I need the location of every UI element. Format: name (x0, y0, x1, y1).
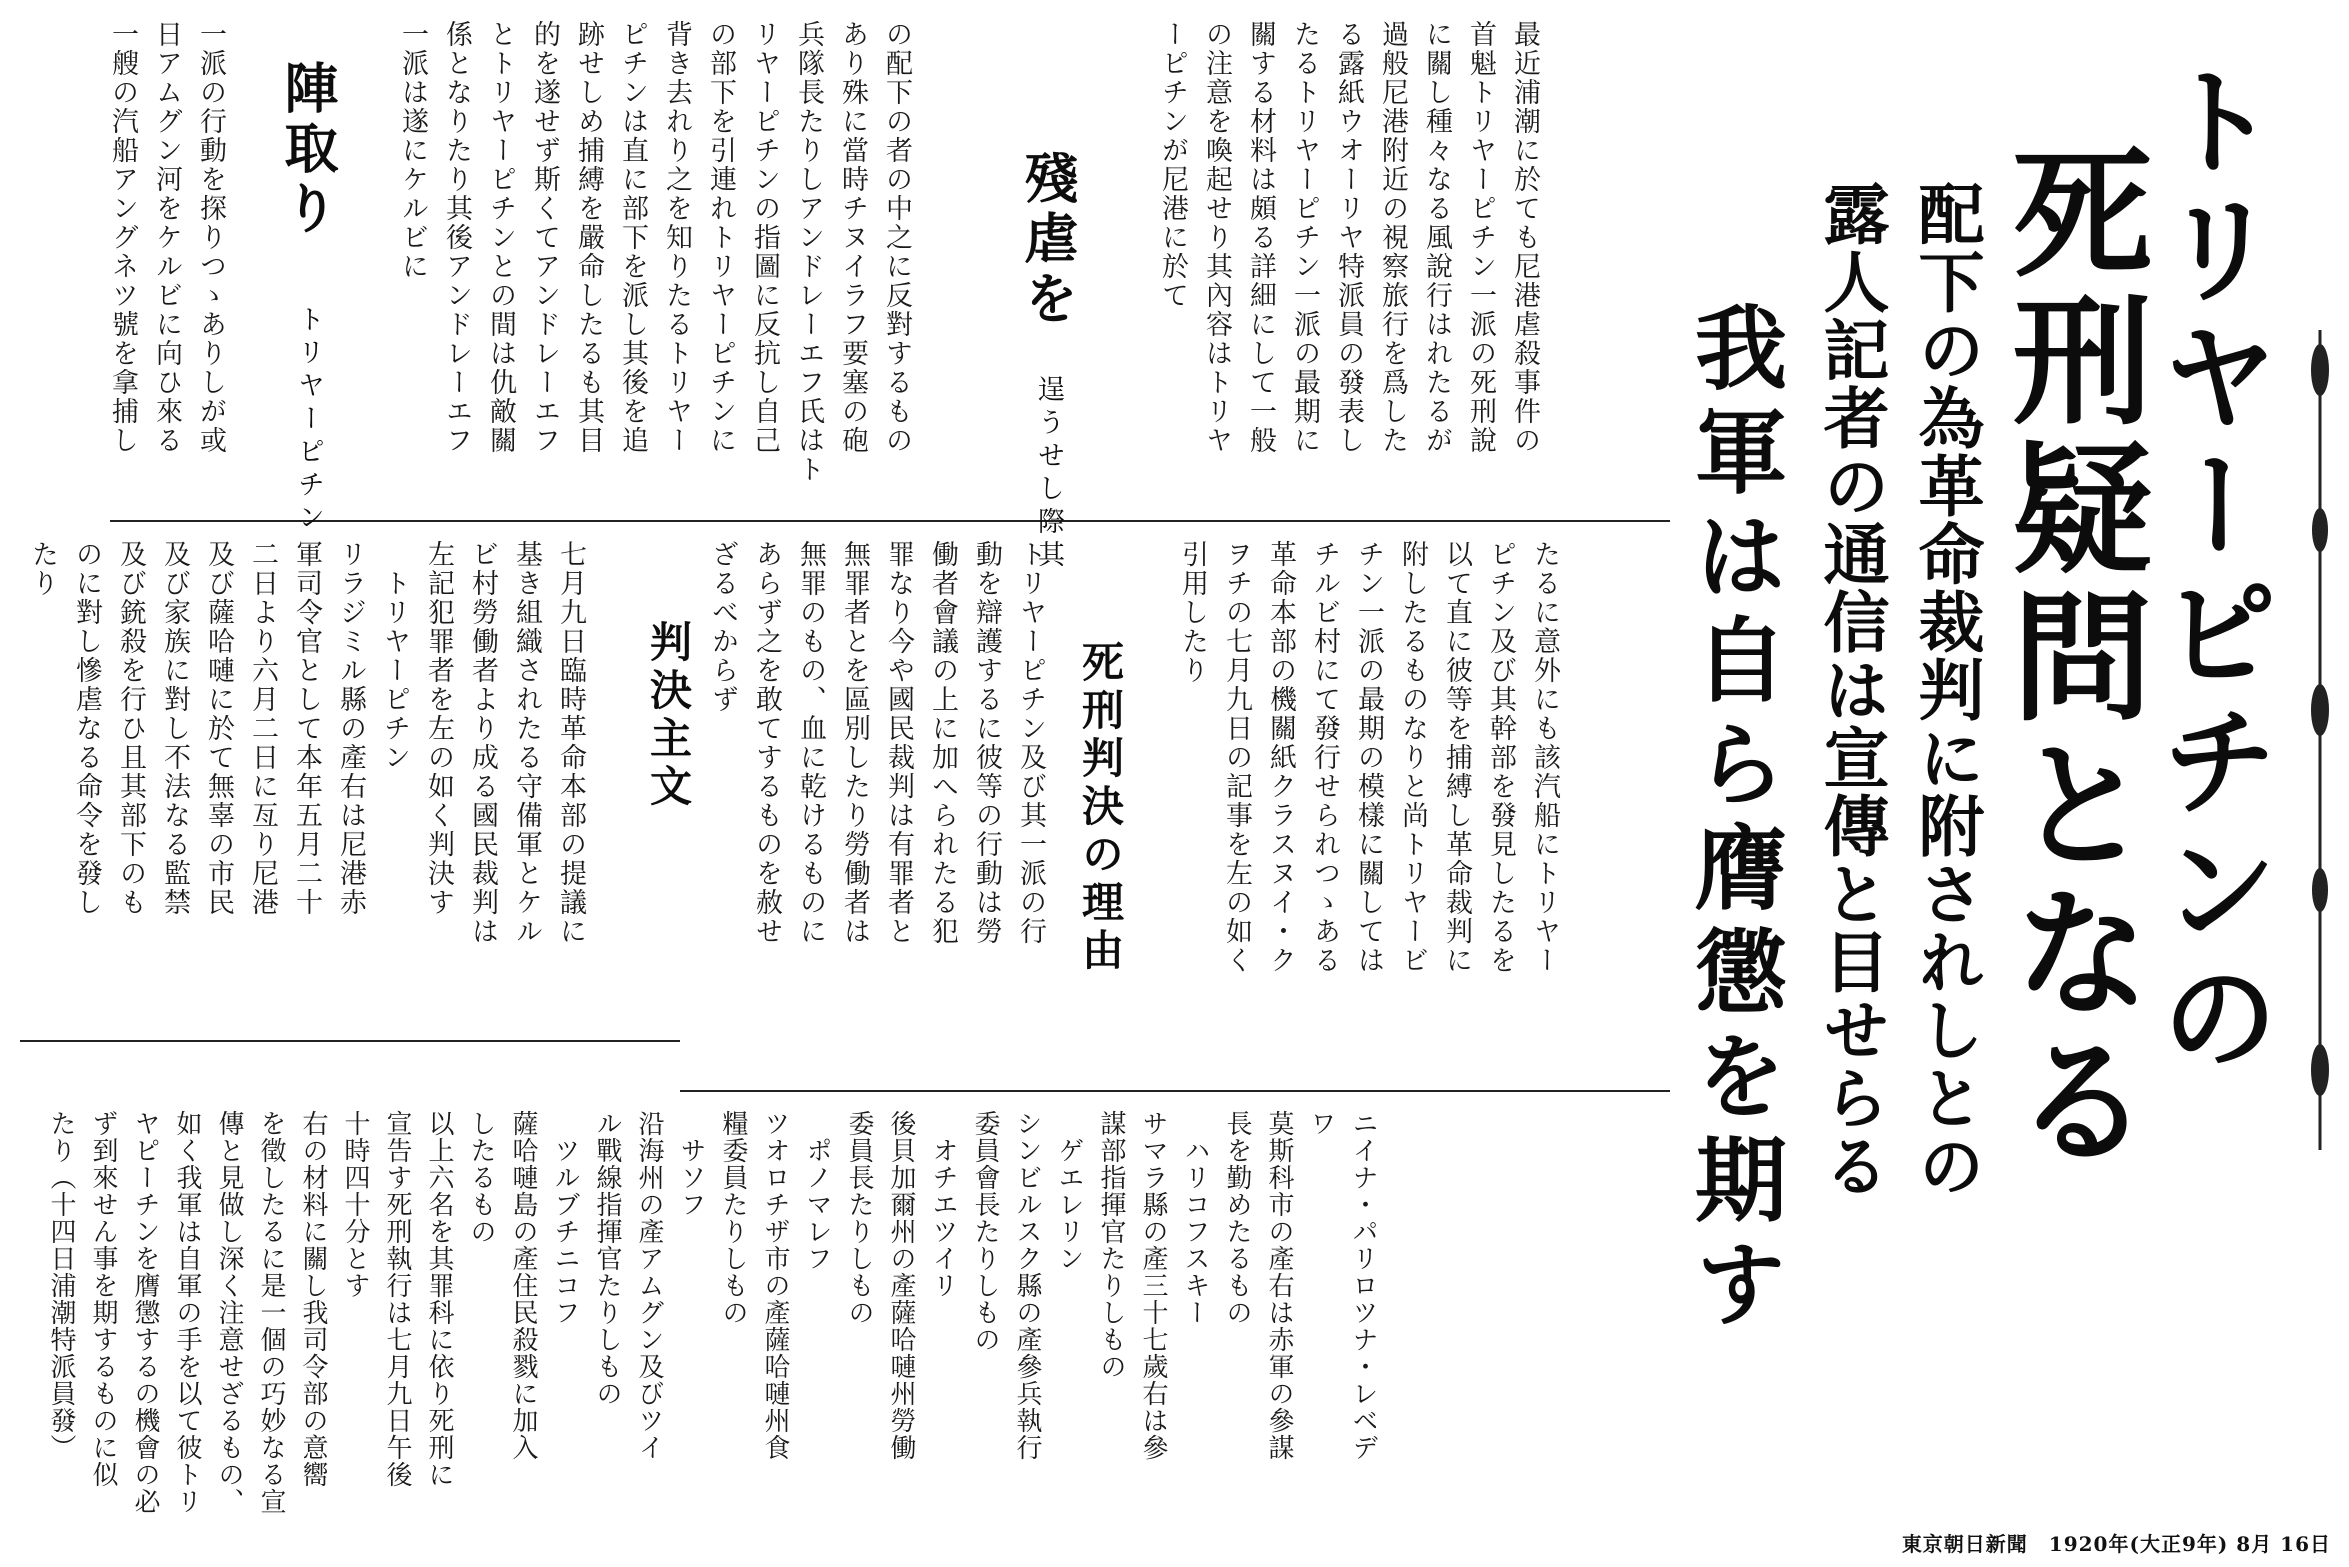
subhead-jindori: 陣取り トリヤーピチン (276, 60, 340, 536)
middle-line: たるに意外にも該汽船にトリヤー (1529, 540, 1560, 975)
subheadline-line-2: 露人記者の通信は宣傳と目せらる (1812, 180, 1889, 1200)
lower-line: ヤピーチンを膺懲するの機會の必 (130, 1110, 160, 1515)
shubun-line: 基き組織されたる守備軍とケル (511, 540, 542, 946)
rule-lower-right (680, 1090, 1670, 1092)
lower-line: ル戰線指揮官たりしもの (592, 1110, 622, 1407)
shubun-line: 及び家族に對し不法なる監禁 (159, 540, 190, 917)
zangyaku-line: 兵隊長たりしアンドレーエフ氏はト (793, 20, 824, 484)
rule-lower-left (20, 1040, 680, 1042)
shubun-line: たり (27, 540, 58, 598)
jindori-line: 一派の行動を探りつゝありしが或 (195, 20, 226, 455)
lower-line: 後貝加爾州の產薩哈嗹州勞働 (886, 1110, 916, 1461)
riyu-line: ざるべからず (707, 540, 738, 714)
upper-line: 最近浦潮に於ても尼港虐殺事件の (1509, 20, 1540, 455)
upper-line: 首魁トリヤーピチン一派の死刑說 (1465, 20, 1496, 455)
lower-line: シンビルスク縣の產參兵執行 (1012, 1110, 1042, 1461)
ornament-divider (2305, 330, 2335, 1150)
jindori-text-block (100, 20, 232, 510)
upper-line: 過般尼港附近の視察旅行を爲した (1377, 20, 1408, 455)
middle-line: 以て直に彼等を捕縛し革命裁判に (1441, 540, 1472, 975)
middle-line: 革命本部の機關紙クラスヌイ・ク (1265, 540, 1296, 975)
lower-line: ゲエレリン (1054, 1110, 1084, 1272)
zangyaku-line: 的を遂せず斯くてアンドレーエフ (529, 20, 560, 455)
lower-line: たり（十四日浦潮特派員發） (46, 1110, 76, 1461)
zangyaku-line: とトリヤーピチンとの間は仇敵關 (485, 20, 516, 455)
subhead-shubun: 判決主文 (644, 620, 693, 812)
lower-line: 委員會長たりしもの (970, 1110, 1000, 1353)
lower-line: 傳と見做し深く注意せざるもの、 (214, 1110, 244, 1515)
headline-line-1: トリヤーピチンの (2141, 60, 2279, 1084)
lower-line: ニイナ・パリロツナ・レベデ (1348, 1110, 1378, 1461)
riyu-line: 動を辯護するに彼等の行動は勞 (971, 540, 1002, 946)
shubun-line: 及び銃殺を行ひ且其部下のも (115, 540, 146, 917)
riyu-line: 罪なり今や國民裁判は有罪者と (883, 540, 914, 946)
jindori-line: 日アムグン河をケルビに向ひ來る (151, 20, 182, 455)
subheadline-line-1: 配下の為革命裁判に附されしとの (1907, 180, 1984, 1200)
middle-line: ヲチの七月九日の記事を左の如く (1221, 540, 1252, 975)
upper-line: たるトリヤーピチン一派の最期に (1289, 20, 1320, 455)
lower-line: を徵したるに是一個の巧妙なる宣 (256, 1110, 286, 1515)
zangyaku-line: あり殊に當時チヌイラフ要塞の砲 (837, 20, 868, 455)
upper-line: に關し種々なる風說行はれたるが (1421, 20, 1452, 455)
upper-line: の注意を喚起せり其內容はトリヤ (1201, 20, 1232, 455)
riyu-line: 無罪のもの、血に乾けるものに (795, 540, 826, 946)
shubun-line: 七月九日臨時革命本部の提議に (555, 540, 586, 946)
zangyaku-line: 背き去れり之を知りたるトリヤー (661, 20, 692, 455)
middle-text-block (1170, 540, 1566, 1070)
lower-line: 糧委員たりしもの (718, 1110, 748, 1326)
zangyaku-line: 一派は遂にケルビに (397, 20, 428, 281)
lower-line: ツルブチニコフ (550, 1110, 580, 1326)
riyu-line: 無罪者とを區別したり勞働者は (839, 540, 870, 946)
lower-line: 謀部指揮官たりしもの (1096, 1110, 1126, 1380)
zangyaku-line: ピチンは直に部下を派し其後を追 (617, 20, 648, 455)
zangyaku-line: の配下の者の中之に反對するもの (881, 20, 912, 455)
zangyaku-line: 跡せしめ捕縛を嚴命したるも其目 (573, 20, 604, 455)
upper-line: ーピチンが尼港に於て (1157, 20, 1188, 310)
shubun-line: リラジミル縣の產右は尼港赤 (335, 540, 366, 917)
shubun-line: のに對し慘虐なる命令を發し (71, 540, 102, 917)
lower-line: サマラ縣の產三十七歲右は參 (1138, 1110, 1168, 1461)
upper-line: 關する材料は頗る詳細にして一般 (1245, 20, 1276, 455)
zangyaku-line: リヤーピチンの指圖に反抗し自己 (749, 20, 780, 455)
shubun-line: 及び薩哈嗹に於て無辜の市民 (203, 540, 234, 917)
middle-line: 附したるものなりと尚トリヤービ (1397, 540, 1428, 975)
lower-line: 沿海州の產アムグン及びツイ (634, 1110, 664, 1461)
shubun-line: 軍司令官として本年五月二十 (291, 540, 322, 917)
shubun-text-block (20, 540, 592, 1030)
zangyaku-line: の部下を引連れトリヤーピチンに (705, 20, 736, 455)
lower-line: 委員長たりしもの (844, 1110, 874, 1326)
middle-line: チン一派の最期の模樣に關しては (1353, 540, 1384, 975)
lower-line: ワ (1306, 1110, 1336, 1137)
upper-text-block (1150, 20, 1546, 510)
lower-line: ポノマレフ (802, 1110, 832, 1272)
lower-line: 長を勤めたるもの (1222, 1110, 1252, 1326)
middle-line: ピチン及び其幹部を發見したるを (1485, 540, 1516, 975)
lower-line: ハリコフスキー (1180, 1110, 1210, 1326)
lower-line: ツオロチザ市の產薩哈嗹州食 (760, 1110, 790, 1461)
lower-line: オチエツイリ (928, 1110, 958, 1299)
shubun-line: トリヤーピチン (379, 540, 410, 772)
lower-line: 薩哈嗹島の產住民殺戮に加入 (508, 1110, 538, 1461)
subheadline-line-3: 我軍は自ら膺懲を期す (1680, 300, 1787, 1340)
headline-line-2: 死刑疑問となる (1989, 140, 2152, 1176)
lower-line: ず到來せん事を期するものに似 (88, 1110, 118, 1488)
zangyaku-text-block (390, 20, 918, 510)
lower-text-block (40, 1110, 1384, 1550)
subhead-zangyaku: 殘虐を 逞うせし際其 (1016, 150, 1080, 573)
lower-line: サソフ (676, 1110, 706, 1218)
riyu-line: あらず之を敢てするものを赦せ (751, 540, 782, 946)
riyu-text-block (700, 540, 1052, 1070)
jindori-line: 一艘の汽船アングネツ號を拿捕し (107, 20, 138, 455)
riyu-line: トリヤーピチン及び其一派の行 (1015, 540, 1046, 946)
riyu-line: 働者會議の上に加へられたる犯 (927, 540, 958, 946)
shubun-line: 左記犯罪者を左の如く判決す (423, 540, 454, 917)
subhead-riyu: 死刑判決の理由 (1076, 640, 1125, 976)
lower-line: 如く我軍は自軍の手を以て彼トリ (172, 1110, 202, 1515)
lower-line: 宣告す死刑執行は七月九日午後 (382, 1110, 412, 1488)
lower-line: 以上六名を其罪科に依り死刑に (424, 1110, 454, 1488)
shubun-line: ビ村勞働者より成る國民裁判は (467, 540, 498, 946)
lower-line: 莫斯科市の產右は赤軍の參謀 (1264, 1110, 1294, 1461)
lower-line: したるもの (466, 1110, 496, 1245)
zangyaku-line: 係となりたり其後アンドレーエフ (441, 20, 472, 455)
upper-line: る露紙ウオーリヤ特派員の發表し (1333, 20, 1364, 455)
source-credit: 東京朝日新聞 1920年(大正9年) 8月 16日 (1901, 1532, 2331, 1556)
shubun-line: 二日より六月二日に亙り尼港 (247, 540, 278, 917)
lower-line: 右の材料に關し我司令部の意嚮 (298, 1110, 328, 1488)
middle-line: 引用したり (1177, 540, 1208, 685)
middle-line: チルビ村にて發行せられつゝある (1309, 540, 1340, 975)
lower-line: 十時四十分とす (340, 1110, 370, 1299)
